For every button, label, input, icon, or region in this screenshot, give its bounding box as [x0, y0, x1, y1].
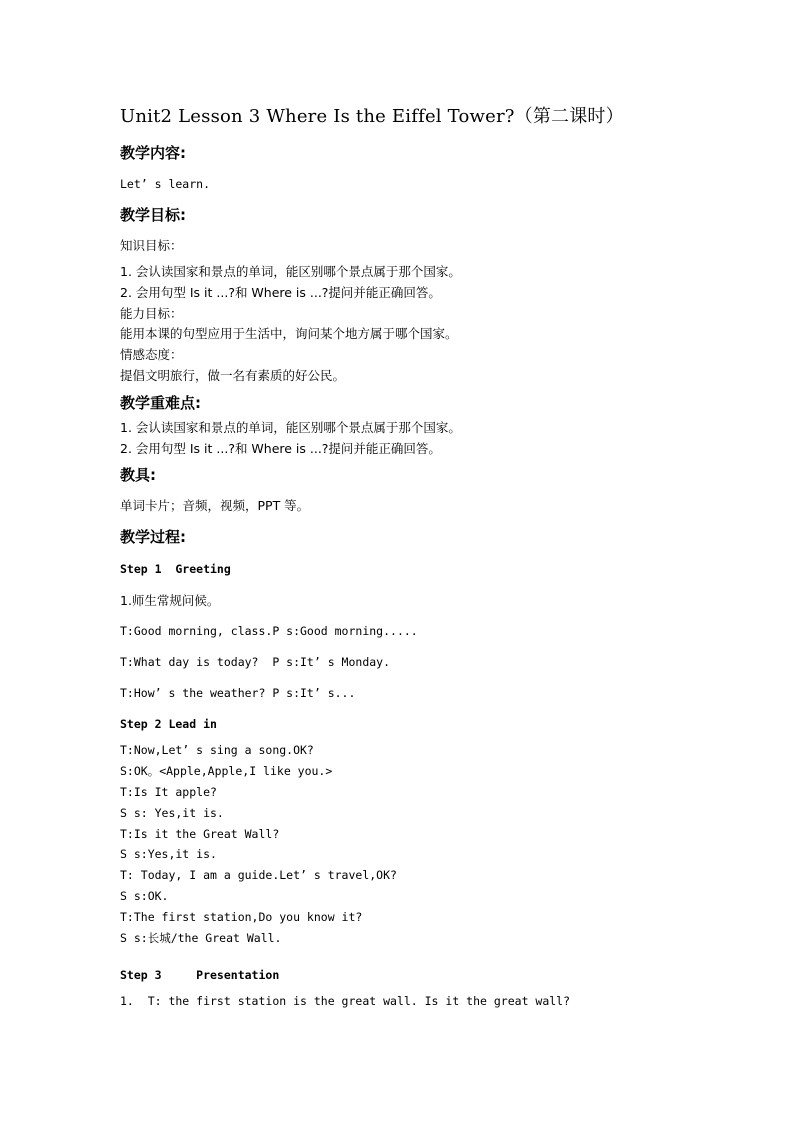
step3-title: Step 3 Presentation: [120, 968, 280, 982]
step1-dialog-line: T:What day is today? P s:It’ s Monday.: [120, 655, 391, 669]
step1-item: 1.师生常规问候。: [120, 593, 220, 608]
step2-dialog-line: T:The first station,Do you know it?: [120, 910, 363, 924]
step2-title: Step 2 Lead in: [120, 717, 217, 731]
ability-goal-label: 能力目标：: [120, 306, 183, 321]
tools-text: 单词卡片；音频，视频，PPT 等。: [120, 498, 310, 513]
knowledge-goal-2: 2. 会用句型 Is it ...?和 Where is ...?提问并能正确回答。: [120, 285, 441, 300]
content-heading: 教学内容:: [120, 144, 186, 162]
step2-dialog-line: S s: Yes,it is.: [120, 806, 224, 820]
key-point-2: 2. 会用句型 Is it ...?和 Where is ...?提问并能正确回答。: [120, 441, 441, 456]
key-points-heading: 教学重难点:: [120, 394, 201, 412]
knowledge-goal-label: 知识目标：: [120, 238, 183, 253]
step2-dialog-line: T:Is It apple?: [120, 785, 217, 799]
tools-heading: 教具:: [120, 466, 156, 484]
step2-dialog-line: S s:Yes,it is.: [120, 847, 217, 861]
step2-dialog-line: S:OK。<Apple,Apple,I like you.>: [120, 764, 333, 778]
document-title: Unit2 Lesson 3 Where Is the Eiffel Tower?（第二课时）: [120, 106, 624, 127]
attitude-goal-label: 情感态度：: [120, 347, 183, 362]
step2-dialog-line: S s:OK.: [120, 889, 169, 903]
step1-dialog-line: T:Good morning, class.P s:Good morning.....: [120, 624, 418, 638]
step1-title: Step 1 Greeting: [120, 562, 231, 576]
key-point-1: 1. 会认读国家和景点的单词，能区别哪个景点属于那个国家。: [120, 420, 461, 435]
step2-dialog-line: T: Today, I am a guide.Let’ s travel,OK?: [120, 868, 397, 882]
process-heading: 教学过程:: [120, 528, 186, 546]
step3-dialog-line: 1. T: the first station is the great wall. Is it the great wall?: [120, 994, 571, 1008]
step2-dialog-line: T:Is it the Great Wall?: [120, 827, 280, 841]
content-text: Let’ s learn.: [120, 177, 211, 191]
goals-heading: 教学目标:: [120, 206, 186, 224]
step2-dialog-line: T:Now,Let’ s sing a song.OK?: [120, 743, 314, 757]
attitude-goal-text: 提倡文明旅行，做一名有素质的好公民。: [120, 368, 346, 383]
step1-dialog-line: T:How’ s the weather? P s:It’ s...: [120, 686, 356, 700]
step2-dialog-line: S s:长城/the Great Wall.: [120, 931, 282, 945]
knowledge-goal-1: 1. 会认读国家和景点的单词，能区别哪个景点属于那个国家。: [120, 264, 461, 279]
ability-goal-text: 能用本课的句型应用于生活中，询问某个地方属于哪个国家。: [120, 326, 458, 341]
